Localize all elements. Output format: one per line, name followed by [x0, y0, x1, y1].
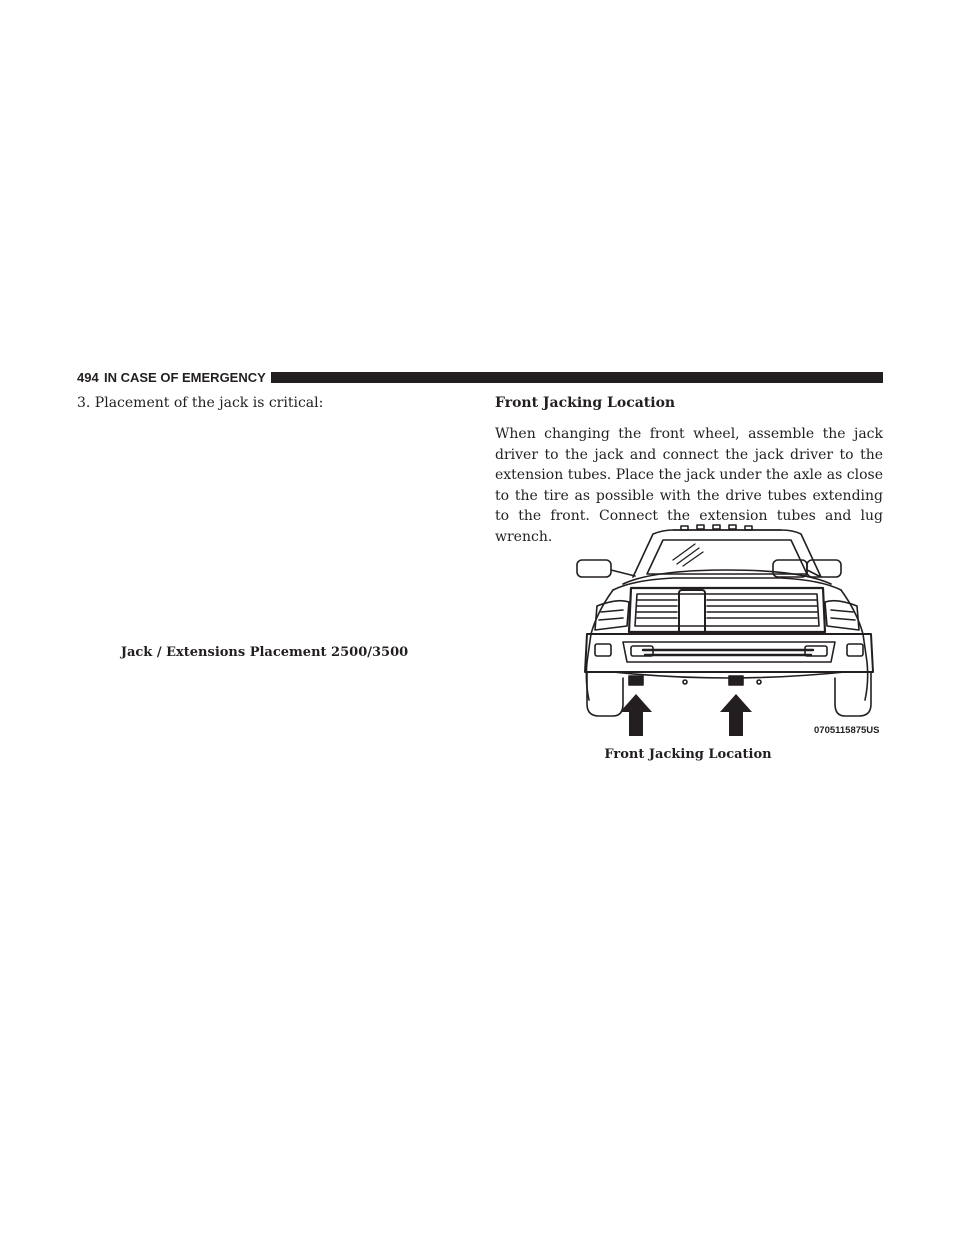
step-3-text: 3. Placement of the jack is critical:	[77, 395, 324, 411]
section-title: IN CASE OF EMERGENCY	[104, 370, 266, 385]
figure-code: 0705115875US	[814, 725, 880, 736]
front-jacking-caption: Front Jacking Location	[604, 747, 772, 762]
jacking-arrows	[620, 694, 752, 736]
header-rule	[271, 372, 883, 383]
front-jacking-heading: Front Jacking Location	[495, 395, 676, 411]
jack-placement-caption: Jack / Extensions Placement 2500/3500	[120, 645, 409, 660]
page-header	[77, 370, 883, 386]
front-jacking-figure	[573, 522, 885, 740]
front-jacking-paragraph: When changing the front wheel, assemble the jack driver to the jack and connect the jack driver to the extension tubes. Place the jack under the axle as close to the tire as possible with the drive tubes extending to the front. Connect the extension tubes and lug wrench.	[495, 426, 883, 545]
page-number: 494	[77, 370, 99, 385]
truck-front-illustration	[573, 522, 885, 740]
